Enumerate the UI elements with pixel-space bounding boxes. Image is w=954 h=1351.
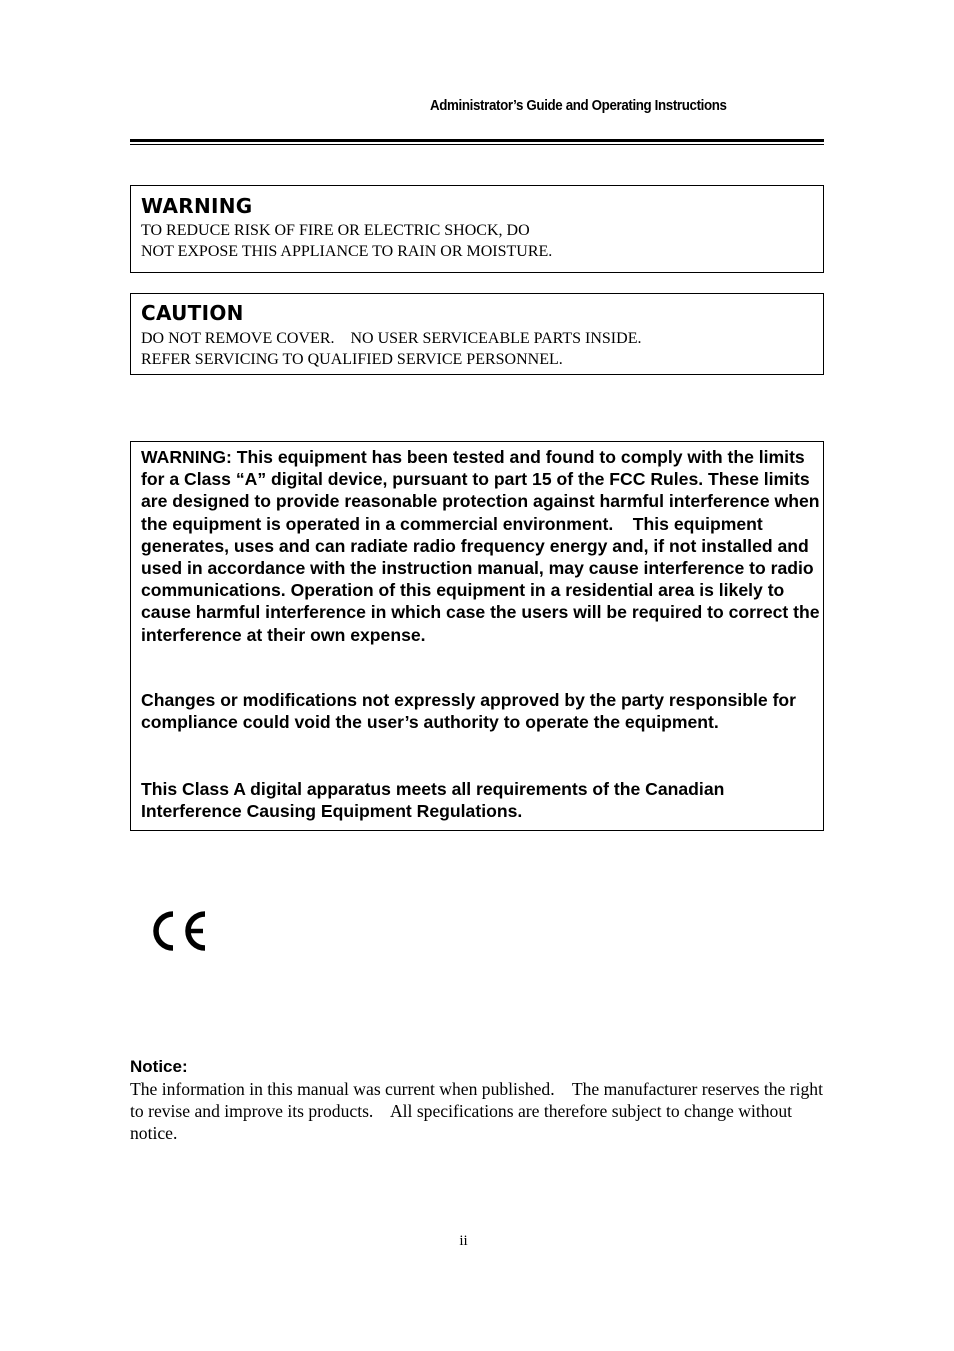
caution-box bbox=[130, 293, 824, 375]
fcc-warning-paragraph: WARNING: This equipment has been tested and found to comply with the limits for a Class “A” digital device, pursuant to part 15 of the FCC Rules. These limits are designed to provide reasonable protection against harmful interference when the equipment is operated in a commercial environment. This equipment generates, uses and can radiate radio frequency energy and, if not installed and used in accordance with the instruction manual, may cause interference to radio communications. Operation of this equipment in a residential area is likely to cause harmful interference in which case the users will be required to correct the interference at their own expense. bbox=[141, 447, 825, 645]
warning-line-1: TO REDUCE RISK OF FIRE OR ELECTRIC SHOCK, DO bbox=[141, 222, 530, 239]
page-number: ii bbox=[459, 1233, 468, 1249]
header-rule-thick bbox=[130, 139, 824, 142]
ce-mark-icon bbox=[145, 905, 211, 957]
caution-line-2: REFER SERVICING TO QUALIFIED SERVICE PERSONNEL. bbox=[141, 351, 563, 368]
warning-line-2: NOT EXPOSE THIS APPLIANCE TO RAIN OR MOISTURE. bbox=[141, 243, 553, 260]
warning-box bbox=[130, 185, 824, 273]
warning-heading: WARNING bbox=[141, 194, 253, 218]
canadian-compliance-paragraph: This Class A digital apparatus meets all requirements of the Canadian Interference Causing Equipment Regulations. bbox=[141, 779, 725, 822]
caution-line-1: DO NOT REMOVE COVER. NO USER SERVICEABLE PARTS INSIDE. bbox=[141, 330, 642, 347]
running-header-title: Administrator’s Guide and Operating Instructions bbox=[430, 98, 727, 114]
notice-body: The information in this manual was current when published. The manufacturer reserves the right to revise and improve its products. All specifications are therefore subject to change without notice. bbox=[130, 1079, 828, 1144]
fcc-compliance-box bbox=[130, 441, 824, 831]
header-rule-thin bbox=[130, 144, 824, 145]
notice-title: Notice: bbox=[130, 1057, 188, 1076]
caution-heading: CAUTION bbox=[141, 301, 244, 325]
fcc-modifications-paragraph: Changes or modifications not expressly approved by the party responsible for compliance could void the user’s authority to operate the equipment. bbox=[141, 690, 797, 733]
